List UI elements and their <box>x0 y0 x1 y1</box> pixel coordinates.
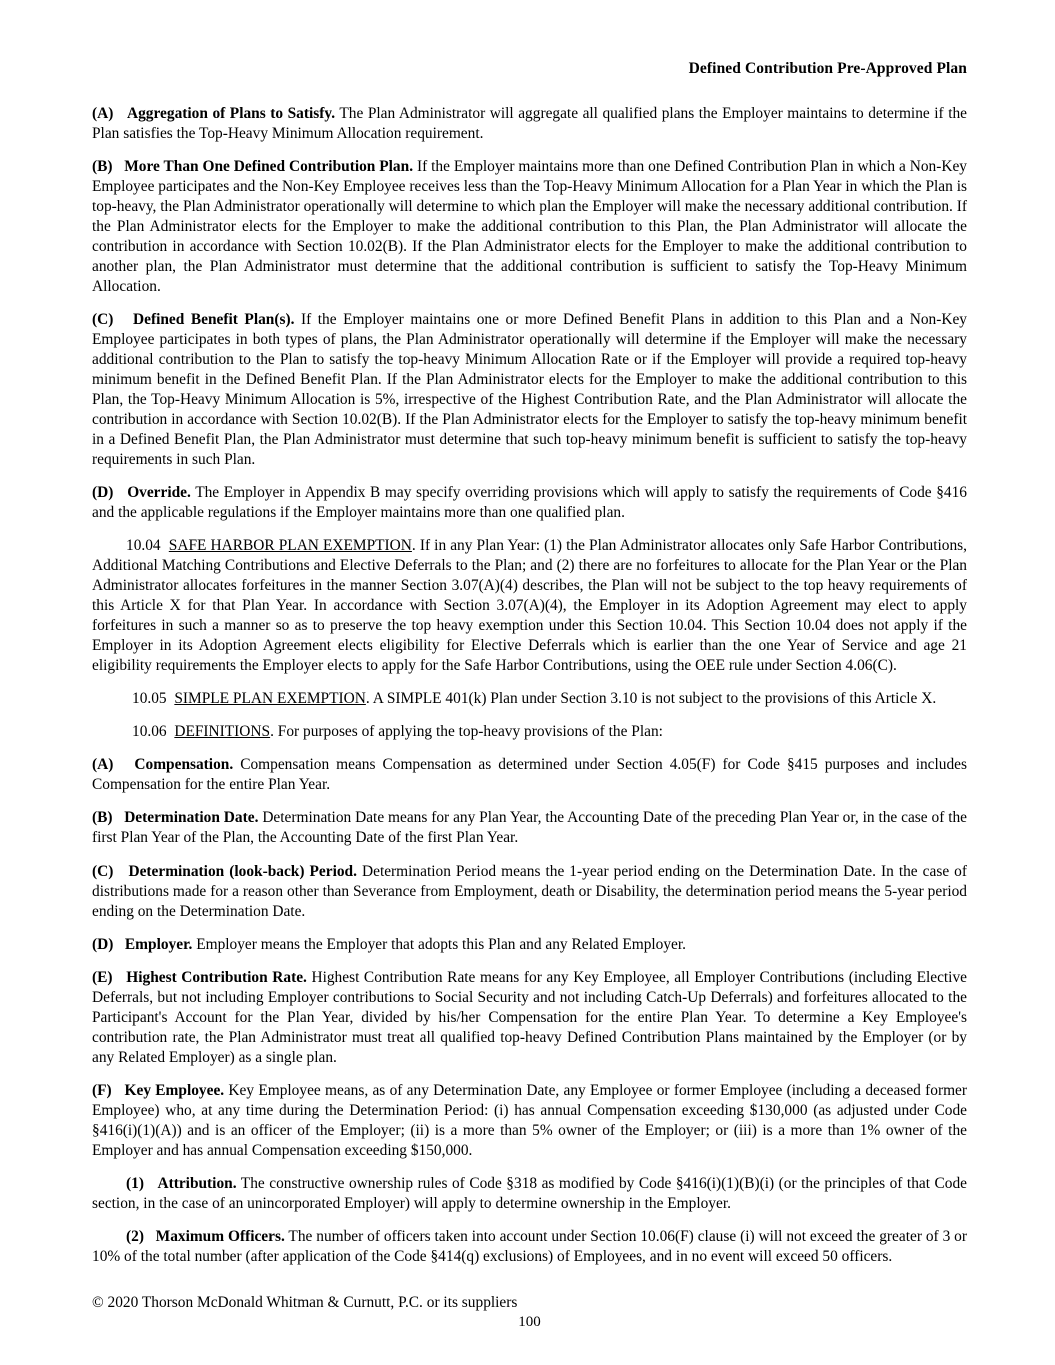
definition-text: Compensation means Compensation as determined under Section 4.05(F) for Code §415 purposes and includes Compensation for the entire Plan Year. <box>92 756 967 794</box>
definition-lead: Key Employee. <box>124 1081 225 1099</box>
paragraph-defined-benefit-plans <box>92 310 967 470</box>
definition-key-employee <box>92 1081 967 1161</box>
section-text: . If in any Plan Year: (1) the Plan Administrator allocates only Safe Harbor Contributions, Additional Matching Contributions and Elective Deferrals to the Plan; and (2) there are no forfeitures to allocate for the Plan Year or the Plan Administrator allocates forfeitures in the manner Section 3.07(A)(4) describes, the Plan will not be subject to the top heavy requirements of this Article X for that Plan Year. In accordance with Section 3.07(A)(4), the Employer in its Adoption Agreement may elect to apply forfeitures in such a manner so as to preserve the top heavy exemption under this Section 10.04. This Section 10.04 does not apply if the Employer in its Adoption Agreement elects eligibility for Elective Deferrals which is earlier than the one Year of Service and age 21 eligibility requirements the Employer elects to apply for the Safe Harbor Contributions, using the OEE rule under Section 4.06(C). <box>92 537 967 675</box>
definition-label: (A) <box>92 756 114 774</box>
page-header: Defined Contribution Pre-Approved Plan <box>688 60 967 77</box>
subsection-label: (2) <box>126 1227 144 1245</box>
subsection-text: The number of officers taken into account under Section 10.06(F) clause (i) will not exceed the greater of 3 or 10% of the total number (after application of the Code §414(q) exclusions) of Employees, and in no event will exceed 50 officers. <box>92 1227 967 1265</box>
definition-label: (D) <box>92 935 114 953</box>
section-text: . A SIMPLE 401(k) Plan under Section 3.10 is not subject to the provisions of this Article X. <box>365 690 937 708</box>
section-title: DEFINITIONS <box>174 723 271 741</box>
paragraph-label: (A) <box>92 105 114 122</box>
definition-label: (B) <box>92 809 113 827</box>
definition-text: Key Employee means, as of any Determination Date, any Employee or former Employee (including a deceased former Employee) who, at any time during the Determination Period: (i) has annual Compensation exceeding $130,000 (as adjusted under Code §416(i)(1)(A)) and is an officer of the Employer; (ii) is a more than 5% owner of the Employer; or (iii) is a more than 1% owner of the Employer and has annual Compensation exceeding $150,000. <box>92 1081 968 1159</box>
subsection-label: (1) <box>126 1174 144 1192</box>
section-title: SIMPLE PLAN EXEMPTION <box>174 690 366 708</box>
paragraph-aggregation-of-plans <box>92 104 967 144</box>
section-10-06-definitions <box>92 722 967 742</box>
paragraph-text: If the Employer maintains more than one Defined Contribution Plan in which a Non-Key Employee participates and the Non-Key Employee receives less than the Top-Heavy Minimum Allocation for a Plan Year in which the Plan is top-heavy, the Plan Administrator operationally will determine to which plan the Employer will make the necessary additional contribution. If the Plan Administrator elects for the Employer to make the additional contribution to this Plan, the Plan Administrator will allocate the contribution in accordance with Section 10.02(B). If the Plan Administrator elects for the Employer to make the additional contribution to another plan, the Plan Administrator must determine that the additional contribution is sufficient to satisfy the Top-Heavy Minimum Allocation. <box>92 158 967 296</box>
definition-label: (F) <box>92 1081 112 1099</box>
paragraph-override <box>92 483 967 523</box>
definition-lead: Determination Date. <box>124 809 259 827</box>
paragraph-text: The Plan Administrator will aggregate all qualified plans the Employer maintains to determine if the Plan satisfies the Top-Heavy Minimum Allocation requirement. <box>92 105 967 143</box>
subsection-text: The constructive ownership rules of Code §318 as modified by Code §416(i)(1)(B)(i) (or the principles of that Code section, in the case of an unincorporated Employer) will apply to determine ownership in the Employer. <box>92 1174 967 1212</box>
definition-text: Employer means the Employer that adopts this Plan and any Related Employer. <box>192 935 687 953</box>
subsection-lead: Attribution. <box>157 1174 237 1192</box>
subsection-attribution <box>92 1174 967 1214</box>
paragraph-lead: Defined Benefit Plan(s). <box>133 311 295 329</box>
paragraph-lead: Aggregation of Plans to Satisfy. <box>126 105 336 122</box>
paragraph-lead: More Than One Defined Contribution Plan. <box>124 158 414 176</box>
section-10-04-safe-harbor-plan-exemption <box>92 536 967 676</box>
definition-determination-period <box>92 862 967 922</box>
page-number: 100 <box>518 1314 541 1330</box>
definition-determination-date <box>92 808 967 848</box>
section-title: SAFE HARBOR PLAN EXEMPTION <box>168 537 412 555</box>
paragraph-lead: Override. <box>127 484 191 502</box>
section-number: 10.05 <box>132 690 167 708</box>
paragraph-label: (D) <box>92 484 114 502</box>
paragraph-label: (B) <box>92 158 113 176</box>
definition-text: Highest Contribution Rate means for any Key Employee, all Employer Contributions (including Elective Deferrals, but not including Employer contributions to Social Security and not including Catch-Up Deferrals) and forfeitures allocated to the Participant's Account for the Plan Year, divided by his/her Compensation for the entire Plan Year. To determine a Key Employee's contribution rate, the Plan Administrator must treat all qualified top-heavy Defined Contribution Plans maintained by the Employer (or by any Related Employer) as a single plan. <box>92 968 967 1066</box>
definition-lead: Employer. <box>124 935 193 953</box>
definition-text: Determination Date means for any Plan Year, the Accounting Date of the preceding Plan Year or, in the case of the first Plan Year of the Plan, the Accounting Date of the first Plan Year. <box>92 809 968 847</box>
section-number: 10.04 <box>126 537 161 555</box>
section-text: . For purposes of applying the top-heavy provisions of the Plan: <box>270 723 663 741</box>
definition-label: (C) <box>92 862 114 880</box>
paragraph-text: The Employer in Appendix B may specify overriding provisions which will apply to satisfy the requirements of Code §416 and the applicable regulations if the Employer maintains more than one qualified plan. <box>92 484 968 522</box>
definition-lead: Compensation. <box>134 756 234 774</box>
section-10-05-simple-plan-exemption <box>92 689 967 709</box>
definition-lead: Determination (look-back) Period. <box>128 862 357 880</box>
subsection-maximum-officers <box>92 1227 967 1267</box>
subsection-lead: Maximum Officers. <box>155 1227 285 1245</box>
definition-text: Determination Period means the 1-year period ending on the Determination Date. In the case of distributions made for a reason other than Severance from Employment, death or Disability, the determination period means the 5-year period ending on the Determination Date. <box>92 862 968 920</box>
copyright-notice: © 2020 Thorson McDonald Whitman & Curnutt, P.C. or its suppliers <box>92 1294 518 1311</box>
paragraph-more-than-one-dc-plan <box>92 157 967 297</box>
definition-compensation <box>92 755 967 795</box>
definition-highest-contribution-rate <box>92 968 967 1068</box>
paragraph-label: (C) <box>92 311 114 329</box>
paragraph-text: If the Employer maintains one or more Defined Benefit Plans in addition to this Plan and a Non-Key Employee participates in both types of plans, the Plan Administrator operationally will determine if the Employer will make the necessary additional contribution to the Plan to satisfy the top-heavy Minimum Allocation Rate or if the Employer will provide a required top-heavy minimum benefit in the Defined Benefit Plan. If the Plan Administrator elects for the Employer to make the additional contribution to this Plan, the Top-Heavy Minimum Allocation is 5%, irrespective of the Highest Contribution Rate, and the Plan Administrator will allocate the contribution in accordance with Section 10.02(B). If the Plan Administrator elects for the Employer to satisfy the top-heavy minimum benefit in a Defined Benefit Plan, the Plan Administrator must determine that such top-heavy minimum benefit is sufficient to satisfy the top-heavy requirements in such Plan. <box>92 311 967 469</box>
page-footer <box>92 1294 967 1331</box>
definition-lead: Highest Contribution Rate. <box>126 968 307 986</box>
definition-label: (E) <box>92 968 113 986</box>
section-number: 10.06 <box>132 723 167 741</box>
definition-employer <box>92 935 967 955</box>
